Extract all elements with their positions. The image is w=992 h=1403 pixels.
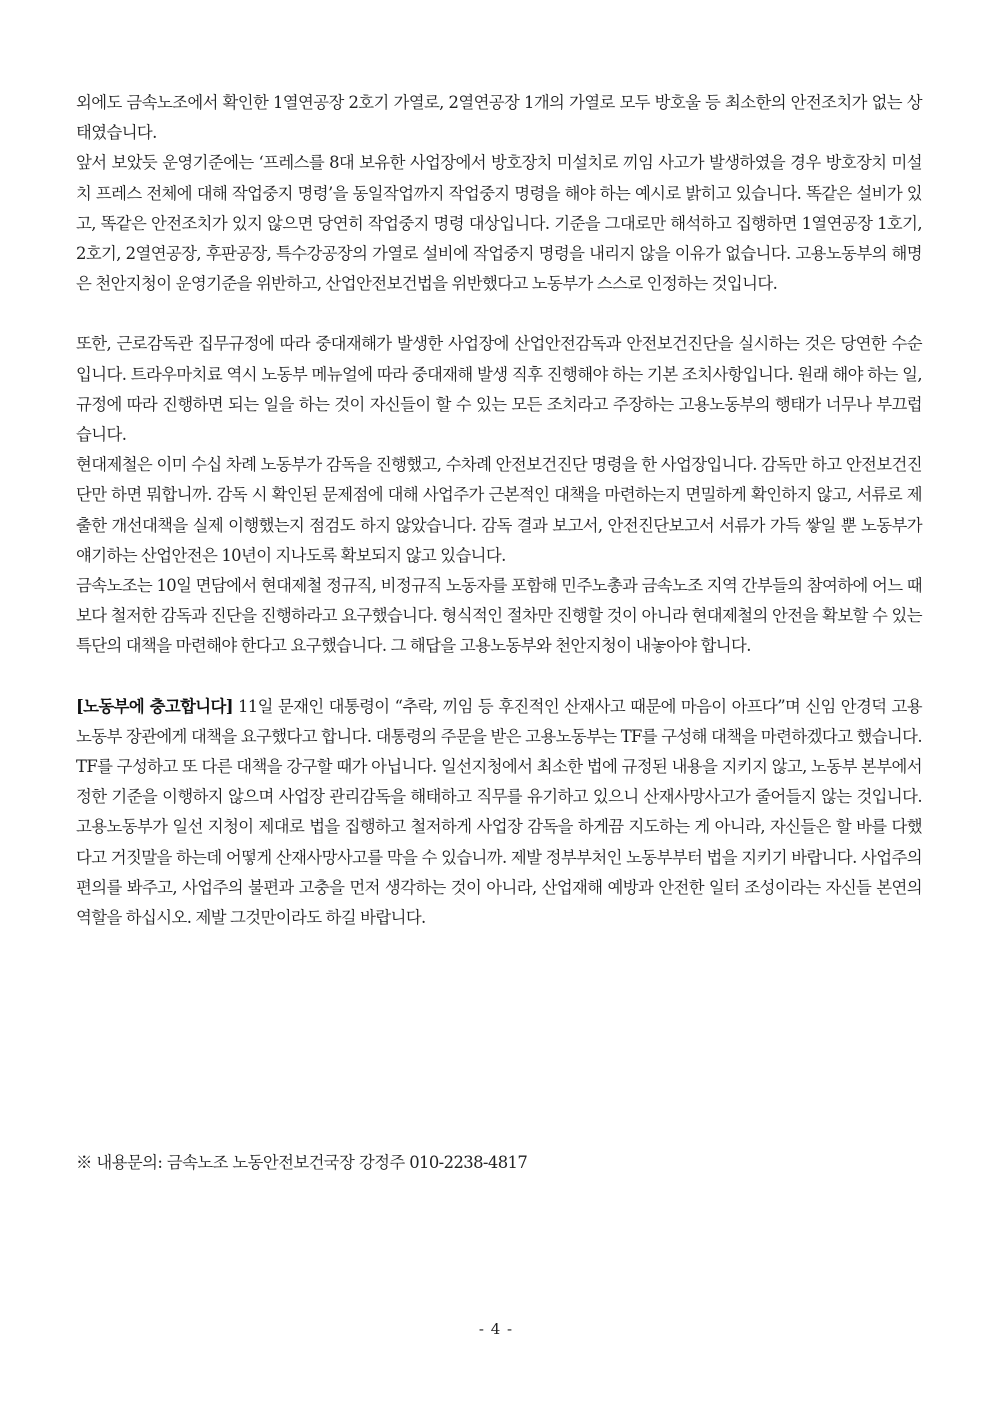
paragraph-6-text: 11일 문재인 대통령이 “추락, 끼임 등 후진적인 산재사고 때문에 마음이 아프다”며 신임 안경덕 고용노동부 장관에게 대책을 요구했다고 합니다. 대통령의 주문을 받은 고용노동부는 TF를 구성해 대책을 마련하겠다고 했습니다. TF를 구성하고 또 다른 대책을 강구할 때가 아닙니다. 일선지청에서 최소한 법에 규정된 내용을 지키지 않고, 노동부 본부에서 정한 기준을 이행하지 않으며 사업장 관리감독을 해태하고 직무를 유기하고 있으니 산재사망사고가 줄어들지 않는 것입니다. 고용노동부가 일선 지청이 제대로 법을 집행하고 철저하게 사업장 감독을 하게끔 지도하는 게 아니라, 자신들은 할 바를 다했다고 거짓말을 하는데 어떻게 산재사망사고를 막을 수 있습니까. 제발 정부부처인 노동부부터 법을 지키기 바랍니다. 사업주의 편의를 봐주고, 사업주의 불편과 고충을 먼저 생각하는 것이 아니라, 산업재해 예방과 안전한 일터 조성이라는 자신들 본연의 역할을 하십시오. 제발 그것만이라도 하길 바랍니다.: [76, 696, 922, 928]
contact-info: ※ 내용문의: 금속노조 노동안전보건국장 강정주 010-2238-4817: [76, 1153, 528, 1172]
paragraph-1: 외에도 금속노조에서 확인한 1열연공장 2호기 가열로, 2열연공장 1개의 가열로 모두 방호울 등 최소한의 안전조치가 없는 상태였습니다.: [76, 93, 922, 143]
document-body: [76, 88, 922, 933]
paragraph-2: 앞서 보았듯 운영기준에는 ‘프레스를 8대 보유한 사업장에서 방호장치 미설치로 끼임 사고가 발생하였을 경우 방호장치 미설치 프레스 전체에 대해 작업중지 명령’을 동일작업까지 작업중지 명령을 해야 하는 예시로 밝히고 있습니다. 똑같은 설비가 있고, 똑같은 안전조치가 있지 않으면 당연히 작업중지 명령 대상입니다. 기준을 그대로만 해석하고 집행하면 1열연공장 1호기, 2호기, 2열연공장, 후판공장, 특수강공장의 가열로 설비에 작업중지 명령을 내리지 않을 이유가 없습니다. 고용노동부의 해명은 천안지청이 운영기준을 위반하고, 산업안전보건법을 위반했다고 노동부가 스스로 인정하는 것입니다.: [76, 153, 922, 294]
paragraph-3: 또한, 근로감독관 집무규정에 따라 중대재해가 발생한 사업장에 산업안전감독과 안전보건진단을 실시하는 것은 당연한 수순입니다. 트라우마치료 역시 노동부 메뉴얼에 따라 중대재해 발생 직후 진행해야 하는 기본 조치사항입니다. 원래 해야 하는 일, 규정에 따라 진행하면 되는 일을 하는 것이 자신들이 할 수 있는 모든 조치라고 주장하는 고용노동부의 행태가 너무나 부끄럽습니다.: [76, 334, 922, 445]
paragraph-6: [76, 692, 922, 934]
paragraph-5: 금속노조는 10일 면담에서 현대제철 정규직, 비정규직 노동자를 포함해 민주노총과 금속노조 지역 간부들의 참여하에 어느 때보다 철저한 감독과 진단을 진행하라고 요구했습니다. 형식적인 절차만 진행할 것이 아니라 현대제철의 안전을 확보할 수 있는 특단의 대책을 마련해야 한다고 요구했습니다. 그 해답을 고용노동부와 천안지청이 내놓아야 합니다.: [76, 576, 922, 656]
paragraph-4: 현대제철은 이미 수십 차례 노동부가 감독을 진행했고, 수차례 안전보건진단 명령을 한 사업장입니다. 감독만 하고 안전보건진단만 하면 뭐합니까. 감독 시 확인된 문제점에 대해 사업주가 근본적인 대책을 마련하는지 면밀하게 확인하지 않고, 서류로 제출한 개선대책을 실제 이행했는지 점검도 하지 않았습니다. 감독 결과 보고서, 안전진단보고서 서류가 가득 쌓일 뿐 노동부가 얘기하는 산업안전은 10년이 지나도록 확보되지 않고 있습니다.: [76, 455, 922, 565]
page-number: - 4 -: [478, 1320, 514, 1338]
paragraph-gap: [76, 299, 922, 329]
paragraph-gap: [76, 662, 922, 692]
paragraph-6-heading: [노동부에 충고합니다]: [76, 696, 233, 716]
